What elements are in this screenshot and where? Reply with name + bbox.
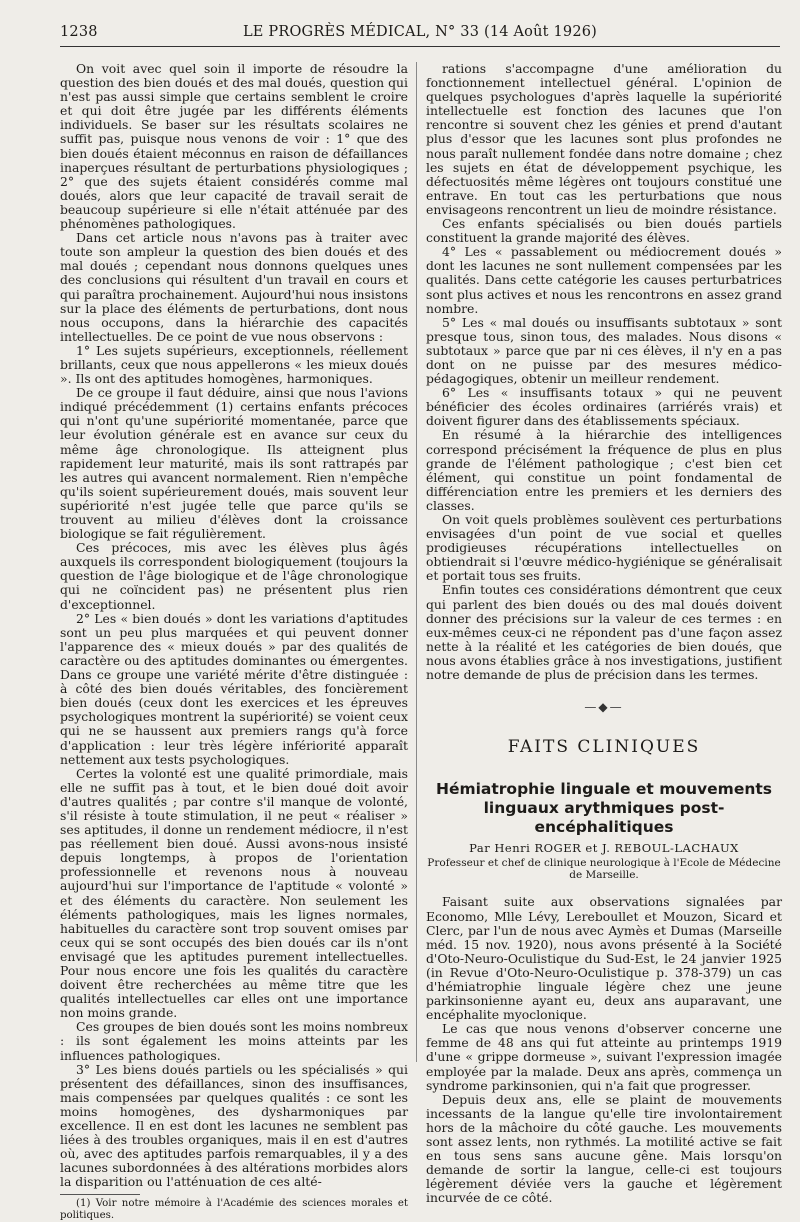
article-byline: Par Henri ROGER et J. REBOUL-LACHAUX — [469, 841, 739, 856]
header-rule — [60, 46, 780, 47]
left-column — [60, 61, 408, 1221]
paragraph: De ce groupe il faut déduire, ainsi que nous l'avions indiqué précédemment (1) certains enfants précoces qui n'ont qu'une supériorité momentanée, parce que leur évolution générale est en avance sur ceux du même âge chronologique. Ils atteignent plus rapidement leur maturité, mais ils sont rattrapés par les autres qui avancent normalement. Rien n'empêche qu'ils soient supérieurement doués, mais souvent leur supériorité n'est jugée telle que parce qu'ils se trouvent au milieu d'élèves dont la croissance biologique se fait régulièrement. — [60, 385, 408, 542]
right-column — [426, 61, 782, 1206]
paragraph: Ces précoces, mis avec les élèves plus âgés auxquels ils correspondent biologiquement (toujours la question de l'âge biologique et de l'âge chronologique qui ne coïncident pas) ne présentent plus rien d'exceptionnel. — [60, 540, 408, 612]
paragraph: 3° Les biens doués partiels ou les spécialisés » qui présentent des défaillances, sinon des insuffisances, mais compensées par quelques qualités : ce sont les moins homogènes, des dysharmoniques par excellence. Il en est dont les lacunes ne semblent pas liées à des troubles organiques, mais il en est d'autres où, avec des aptitudes parfois remarquables, il y a des lacunes subordonnées à des altérations morbides alors la disparition ou l'atténuation de ces alté- — [60, 1061, 408, 1190]
paragraph: On voit avec quel soin il importe de résoudre la question des bien doués et des mal doués, question qui n'est pas aussi simple que certains semblent le croire et qui doit être jugée par les différents éléments individuels. Se baser sur les résultats scolaires ne suffit pas, puisque nous venons de voir : 1° que des bien doués étaient méconnus en raison de défaillances inaperçues résultant de perturbations physiologiques ; 2° que des sujets étaient considérés comme mal doués, alors que leur capacité de travail serait de beaucoup supérieure si elle n'était atténuée par des phénomènes pathologiques. — [60, 61, 408, 232]
paragraph: 4° Les « passablement ou médiocrement doués » dont les lacunes ne sont nullement compensées par les qualités. Dans cette catégorie les causes perturbatrices sont plus actives et nous les rencontrons en assez grand nombre. — [426, 244, 782, 316]
footnote: (1) Voir notre mémoire à l'Académie des sciences morales et politiques. — [60, 1197, 408, 1221]
article-affiliation: Professeur et chef de clinique neurologique à l'Ecole de Médecine de Marseille. — [427, 857, 781, 882]
column-divider — [416, 62, 417, 1062]
paragraph: Ces groupes de bien doués sont les moins nombreux : ils sont également les moins atteints par les influences pathologiques. — [60, 1019, 408, 1063]
article-title: Hémiatrophie linguale et mouvements linguaux arythmiques post-encéphalitiques — [435, 780, 773, 837]
paragraph: Ces enfants spécialisés ou bien doués partiels constituent la grande majorité des élèves. — [426, 216, 782, 246]
paragraph: Le cas que nous venons d'observer concerne une femme de 48 ans qui fut atteinte au printemps 1919 d'une « grippe dormeuse », suivant l'expression imagée employée par la malade. Deux ans après, commença un syndrome parkinsonien, qui n'a fait que progresser. — [426, 1021, 782, 1093]
paragraph: 1° Les sujets supérieurs, exceptionnels, réellement brillants, ceux que nous appellerons « les mieux doués ». Ils ont des aptitudes homogènes, harmoniques. — [60, 342, 408, 387]
paragraph: En résumé à la hiérarchie des intelligences correspond précisément la fréquence de plus en plus grande de l'élément pathologique ; c'est bien cet élément, qui constitue un point fondamental de différenciation entre les premiers et les derniers des classes. — [426, 427, 782, 513]
paragraph: 6° Les « insuffisants totaux » qui ne peuvent bénéficier des écoles ordinaires (arriérés vrais) et doivent figurer dans des établissements spéciaux. — [426, 385, 782, 429]
paragraph: Depuis deux ans, elle se plaint de mouvements incessants de la langue qu'elle tire involontairement hors de la mâchoire du côté gauche. Les mouvements sont assez lents, non rythmés. La motilité active se fait en tous sens sans aucune gêne. Mais lorsqu'on demande de sortir la langue, celle-ci est toujours légèrement déviée vers la gauche et légèrement incurvée de ce côté. — [426, 1091, 782, 1206]
paragraph: On voit quels problèmes soulèvent ces perturbations envisagées d'un point de vue social et quelles prodigieuses récupérations intellectuelles on obtiendrait si l'œuvre médico-hygiénique se généralisait et portait tous ses fruits. — [426, 512, 782, 584]
paragraph: 5° Les « mal doués ou insuffisants subtotaux » sont presque tous, sinon tous, des malades. Nous disons « subtotaux » parce que par ni ces élèves, il n'y en a pas dont on ne puisse par des mesures médico-pédagogiques, obtenir un meilleur rendement. — [426, 314, 782, 387]
paragraph: rations s'accompagne d'une amélioration du fonctionnement intellectuel général. L'opinion de quelques psychologues d'après laquelle la supériorité intellectuelle est fonction des lacunes que l'on rencontre si souvent chez les génies et prend d'autant plus d'essor que les lacunes sont plus profondes ne nous paraît nullement fondée dans notre domaine ; chez les sujets en état de développement psychique, les défectuosités même légères ont toujours constitué une entrave. En tout cas les perturbations que nous envisageons rencontrent un lieu de moindre résistance. — [426, 61, 782, 217]
running-header — [60, 24, 780, 46]
paragraph: Faisant suite aux observations signalées par Economo, Mlle Lévy, Lereboullet et Mouzon, Sicard et Clerc, par l'un de nous avec Aymès et Dumas (Marseille méd. 15 nov. 1920), nous avons présenté à la Société d'Oto-Neuro-Oculistique du Sud-Est, le 24 janvier 1925 (in Revue d'Oto-Neuro-Oculistique p. 378-379) un cas d'hémiatrophie linguale légère chez une jeune parkinsonienne ayant eu, deux ans auparavant, une encéphalite myoclonique. — [426, 894, 782, 1023]
paragraph: 2° Les « bien doués » dont les variations d'aptitudes sont un peu plus marquées et qui peuvent donner l'apparence des « mieux doués » par des qualités de caractère ou des aptitudes dominantes ou émergentes. Dans ce groupe une variété mérite d'être distinguée : à côté des bien doués véritables, des foncièrement bien doués (ceux dont les exercices et les épreuves psychologiques montrent la supériorité) se voient ceux qui ne se haussent aux premiers rangs qu'à force d'application : leur très légère infériorité apparaît nettement aux tests psychologiques. — [60, 610, 408, 767]
page-number: 1238 — [60, 24, 98, 40]
section-title: FAITS CLINIQUES — [507, 737, 701, 758]
paragraph: Certes la volonté est une qualité primordiale, mais elle ne suffit pas à tout, et le bien doué doit avoir d'autres qualités ; par contre s'il manque de volonté, s'il résiste à toute stimulation, il ne peut « réaliser » ses aptitudes, il donne un rendement médiocre, il n'est pas réellement bien doué. Aussi avons-nous insisté depuis longtemps, à propos de l'orientation professionnelle et revenons nous à nouveau aujourd'hui sur l'importance de l'aptitude « volonté » et des éléments du caractère. Non seulement les éléments pathologiques, mais les lignes normales, habituelles du caractère sont trop souvent omises par ceux qui se sont occupés des bien doués car ils n'ont envisagé que les aptitudes purement intellectuelles. Pour nous encore une fois les qualités du caractère doivent être recherchées au même titre que les qualités intellectuelles car elles ont une importance non moins grande. — [60, 765, 408, 1021]
journal-title: LE PROGRÈS MÉDICAL, N° 33 (14 Août 1926) — [242, 24, 598, 40]
paragraph: Dans cet article nous n'avons pas à traiter avec toute son ampleur la question des bien doués et des mal doués ; cependant nous donnons quelques unes des conclusions qui résultent d'un travail en cours et qui paraîtra prochainement. Aujourd'hui nous insistons sur la place des éléments de perturbations, dont nous nous occupons, dans la hiérarchie des capacités intellectuelles. De ce point de vue nous observons : — [60, 230, 408, 344]
footnote-rule — [60, 1194, 140, 1195]
section-ornament: —◆— — [584, 700, 624, 715]
paragraph: Enfin toutes ces considérations démontrent que ceux qui parlent des bien doués ou des mal doués doivent donner des précisions sur la valeur de ces termes : en eux-mêmes ceux-ci ne répondent pas d'une façon assez nette à la réalité et les catégories de bien doués, que nous avons établies grâce à nos investigations, justifient notre demande de plus de précision dans les termes. — [426, 582, 782, 683]
